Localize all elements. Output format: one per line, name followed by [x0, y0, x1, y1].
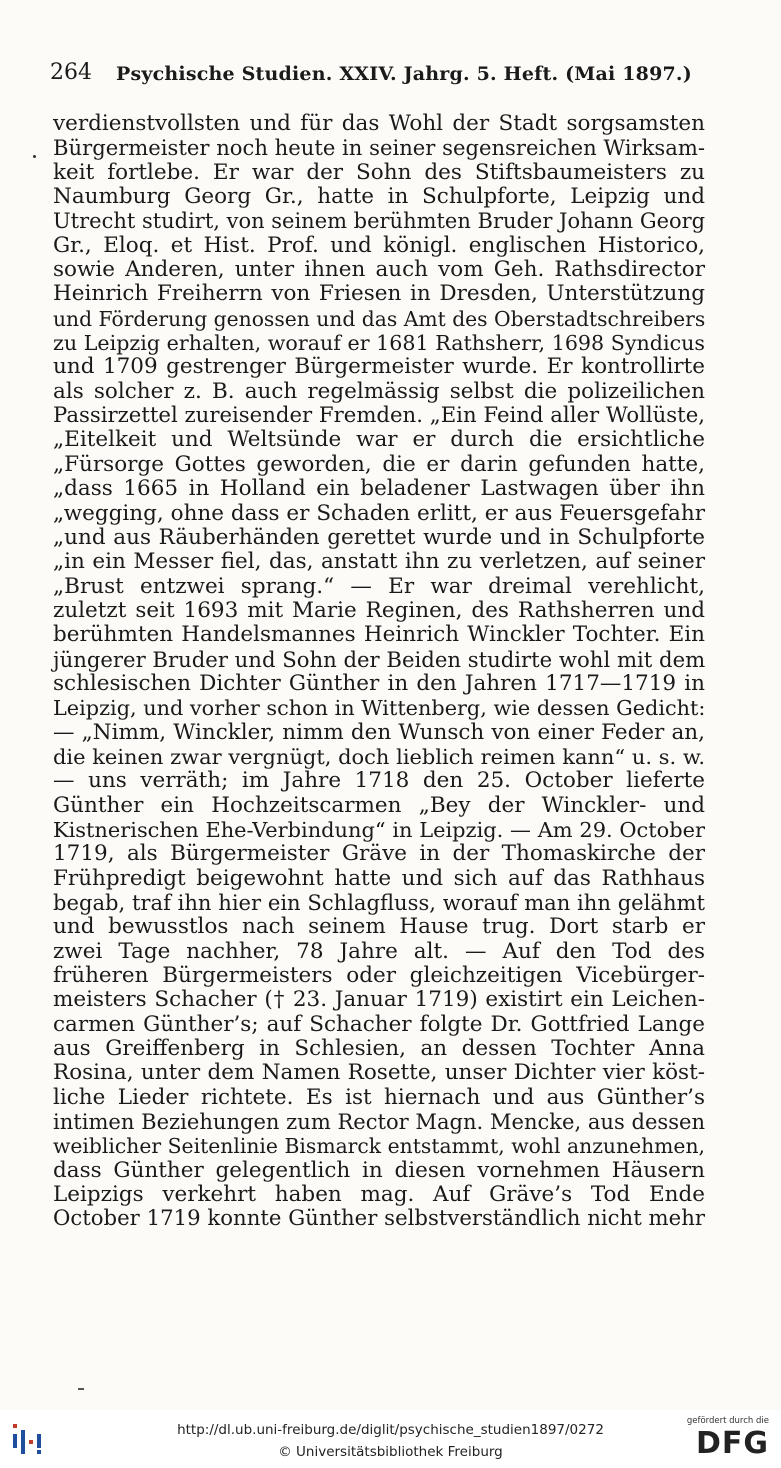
text-line: „und aus Räuberhänden gerettet wurde und in Schulpforte: [53, 524, 705, 550]
text-line: weiblicher Seitenlinie Bismarck entstammt, wohl anzunehmen,: [53, 1134, 705, 1159]
text-line: Gr., Eloq. et Hist. Prof. und königl. englischen Historico,: [53, 232, 705, 258]
text-line: begab, traf ihn hier ein Schlagfluss, worauf man ihn gelähmt: [53, 890, 705, 915]
text-line: Heinrich Freiherrn von Friesen in Dresden, Unterstützung: [53, 281, 705, 307]
text-line: zwei Tage nachher, 78 Jahre alt. — Auf den Tod des: [53, 938, 705, 964]
text-line: zuletzt seit 1693 mit Marie Reginen, des Rathsherren und: [53, 597, 705, 623]
text-line: aus Greiffenberg in Schlesien, an dessen Tochter Anna: [53, 1036, 705, 1062]
text-line: carmen Günther’s; auf Schacher folgte Dr. Gottfried Lange: [53, 1011, 705, 1037]
text-line: „dass 1665 in Holland ein beladener Lastwagen über ihn: [53, 476, 705, 502]
text-line: 1719, als Bürgermeister Gräve in der Thomaskirche der: [53, 841, 705, 867]
text-line: — „Nimm, Winckler, nimm den Wunsch von einer Feder an,: [53, 719, 705, 745]
text-line: schlesischen Dichter Günther in den Jahren 1717—1719 in: [53, 670, 705, 696]
text-line: und bewusstlos nach seinem Hause trug. Dort starb er: [53, 914, 705, 940]
dfg-logo-icon: DFG: [695, 1426, 769, 1461]
text-line: keit fortlebe. Er war der Sohn des Stiftsbaumeisters zu: [53, 159, 705, 185]
text-line: Naumburg Georg Gr., hatte in Schulpforte, Leipzig und: [53, 184, 705, 210]
text-line: „in ein Messer fiel, das, anstatt ihn zu verletzen, auf seiner: [53, 549, 705, 575]
text-line: als solcher z. B. auch regelmässig selbst die polizeilichen: [53, 378, 705, 404]
text-line: meisters Schacher († 23. Januar 1719) existirt ein Leichen-: [53, 987, 705, 1013]
text-line: früheren Bürgermeisters oder gleichzeitigen Vicebürger-: [53, 963, 705, 989]
text-line: liche Lieder richtete. Es ist hiernach und aus Günther’s: [53, 1084, 705, 1110]
text-line: „Brust entzwei sprang.“ — Er war dreimal verehlicht,: [53, 573, 705, 599]
text-line: zu Leipzig erhalten, worauf er 1681 Rathsherr, 1698 Syndicus: [53, 331, 705, 356]
text-line: Kistnerischen Ehe-Verbindung“ in Leipzig. — Am 29. October: [53, 817, 705, 842]
copyright-notice: © Universitätsbibliothek Freiburg: [278, 1444, 503, 1460]
text-line: „Eitelkeit und Weltsünde war er durch die ersichtliche: [53, 427, 705, 453]
page-number: 264: [50, 60, 92, 85]
dfg-caption: gefördert durch die: [686, 1416, 769, 1426]
text-line: Utrecht studirt, von seinem berühmten Bruder Johann Georg: [53, 209, 706, 234]
body-text: [53, 112, 705, 1232]
text-line: Günther ein Hochzeitscarmen „Bey der Winckler- und: [53, 792, 705, 818]
text-line: Frühpredigt beigewohnt hatte und sich auf das Rathhaus: [53, 865, 705, 891]
footer-bar: [0, 1410, 781, 1468]
text-line: Rosina, unter dem Namen Rosette, unser Dichter vier köst-: [53, 1060, 705, 1086]
text-line: jüngerer Bruder und Sohn der Beiden studirte wohl mit dem: [53, 646, 706, 672]
source-url[interactable]: http://dl.ub.uni-freiburg.de/diglit/psychische_studien1897/0272: [177, 1422, 604, 1438]
text-line: und 1709 gestrenger Bürgermeister wurde. Er kontrollirte: [53, 354, 705, 380]
text-line: verdienstvollsten und für das Wohl der Stadt sorgsamsten: [53, 111, 705, 136]
text-line: und Förderung genossen und das Amt des Oberstadtschreibers: [53, 306, 706, 331]
text-line: Leipzigs verkehrt haben mag. Auf Gräve’s Tod Ende: [53, 1182, 705, 1208]
text-line: dass Günther gelegentlich in diesen vornehmen Häusern: [53, 1157, 705, 1183]
text-line: Leipzig, und vorher schon in Wittenberg, wie dessen Gedicht:: [53, 696, 706, 721]
page-header: [50, 60, 710, 88]
text-line: berühmten Handelsmannes Heinrich Winckler Tochter. Ein: [53, 622, 705, 648]
text-line: intimen Beziehungen zum Rector Magn. Mencke, aus dessen: [53, 1109, 706, 1135]
text-line: October 1719 konnte Günther selbstverständlich nicht mehr: [53, 1206, 705, 1232]
text-line: die keinen zwar vergnügt, doch lieblich reimen kann“ u. s. w.: [53, 744, 705, 769]
text-line: sowie Anderen, unter ihnen auch vom Geh. Rathsdirector: [53, 257, 705, 283]
margin-mark: [33, 155, 36, 158]
running-title: Psychische Studien. XXIV. Jahrg. 5. Heft. (Mai 1897.): [116, 63, 692, 85]
text-line: „Fürsorge Gottes geworden, die er darin gefunden hatte,: [53, 451, 705, 477]
text-line: Bürgermeister noch heute in seiner segensreichen Wirksam-: [53, 135, 705, 161]
text-line: „wegging, ohne dass er Schaden erlitt, er aus Feuersgefahr: [53, 500, 705, 526]
text-line: — uns verräth; im Jahre 1718 den 25. October lieferte: [53, 768, 705, 794]
text-line: Passirzettel zureisender Fremden. „Ein Feind aller Wollüste,: [53, 403, 705, 429]
scan-mark: [78, 1388, 84, 1390]
